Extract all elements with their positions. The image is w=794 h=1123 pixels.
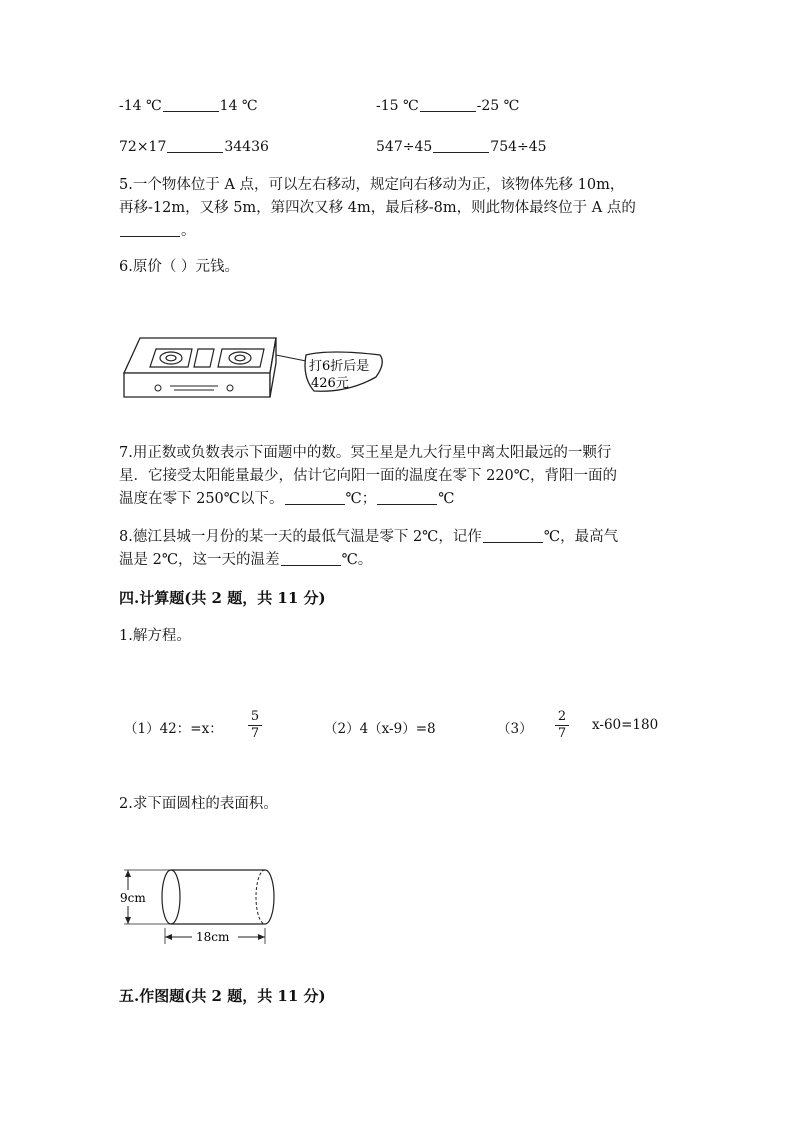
answer-blank[interactable] [167, 138, 223, 153]
compare-term: 34436 [224, 139, 269, 155]
compare-row2-left [119, 137, 269, 157]
compare-term: -15 ℃ [376, 98, 419, 114]
q7-line3-start: 温度在零下 250℃以下。 [119, 491, 284, 507]
answer-blank[interactable] [483, 528, 543, 543]
compare-term: 754÷45 [490, 139, 547, 155]
answer-blank[interactable] [163, 97, 219, 112]
fraction-denominator: 7 [557, 726, 567, 741]
price-tag-line2: 426元 [311, 376, 349, 391]
q6-text: 6.原价（ ）元钱。 [119, 259, 239, 275]
calc1-title: 1.解方程。 [119, 628, 191, 644]
q5-end: 。 [181, 223, 196, 239]
equation-2: （2）4（x-9）=8 [324, 721, 436, 737]
stove-front [124, 373, 270, 397]
q7-line3-end: ℃ [438, 491, 455, 507]
q8-line2 [119, 550, 372, 570]
price-tag-line1: 打6折后是 [309, 359, 370, 374]
equation-1: （1）42：=x： [124, 721, 223, 737]
compare-term: 14 ℃ [219, 98, 258, 114]
stove-figure [118, 333, 388, 408]
equation-3-prefix: （3） [497, 721, 533, 737]
answer-blank[interactable] [420, 97, 476, 112]
tag-string [276, 355, 306, 361]
q8-line1-start: 8.德江县城一月份的某一天的最低气温是零下 2℃，记作 [119, 529, 482, 545]
diameter-label: 9cm [120, 891, 146, 905]
answer-blank[interactable] [377, 490, 437, 505]
q8-line2-start: 温是 2℃，这一天的温差 [119, 552, 280, 568]
compare-row1-right [376, 96, 519, 116]
cylinder-right-end-front [265, 870, 274, 924]
q7-line3-mid: ℃； [345, 491, 377, 507]
compare-row1-left [119, 96, 258, 116]
q8-line1-end: ℃，最高气 [543, 529, 619, 545]
q7-line2: 星．它接受太阳能量最少，估计它向阳一面的温度在零下 220℃，背阳一面的 [119, 468, 618, 484]
q5-line2: 再移-12m，又移 5m，第四次又移 4m，最后移-8m，则此物体最终位于 A 点的 [119, 200, 636, 216]
burner-right-icon [218, 349, 264, 367]
compare-term: 547÷45 [376, 139, 433, 155]
compare-term: -14 ℃ [119, 98, 162, 114]
answer-blank[interactable] [281, 551, 341, 566]
compare-term: -25 ℃ [476, 98, 520, 114]
q5-line1: 5.一个物体位于 A 点，可以左右移动，规定向右移动为正，该物体先移 10m， [119, 177, 625, 193]
fraction-numerator: 5 [248, 709, 262, 726]
section-4-title: 四.计算题(共 2 题，共 11 分) [119, 589, 326, 607]
q8-line1 [119, 527, 618, 547]
cylinder-right-end-hidden [256, 870, 265, 924]
equation-1-fraction [248, 709, 262, 742]
q5-line3 [119, 221, 196, 241]
q7-line1: 7.用正数或负数表示下面题中的数。冥王星是九大行星中离太阳最远的一颗行 [119, 445, 612, 461]
equation-3-suffix: x-60=180 [592, 717, 659, 733]
equation-3-fraction [555, 709, 569, 742]
calc2-title: 2.求下面圆柱的表面积。 [119, 796, 278, 812]
cylinder-left-end [162, 870, 180, 924]
fraction-denominator: 7 [250, 726, 260, 741]
cylinder-figure [116, 860, 286, 955]
burner-left-icon [150, 349, 192, 367]
stove-middle-slot [194, 349, 214, 367]
section-5-title: 五.作图题(共 2 题，共 11 分) [119, 987, 326, 1005]
answer-blank[interactable] [285, 490, 345, 505]
answer-blank[interactable] [120, 222, 180, 237]
q7-line3 [119, 489, 454, 509]
compare-term: 72×17 [119, 139, 167, 155]
fraction-numerator: 2 [555, 709, 569, 726]
q8-line2-end: ℃。 [341, 552, 373, 568]
compare-row2-right [376, 137, 547, 157]
length-label: 18cm [196, 930, 230, 944]
answer-blank[interactable] [433, 138, 489, 153]
